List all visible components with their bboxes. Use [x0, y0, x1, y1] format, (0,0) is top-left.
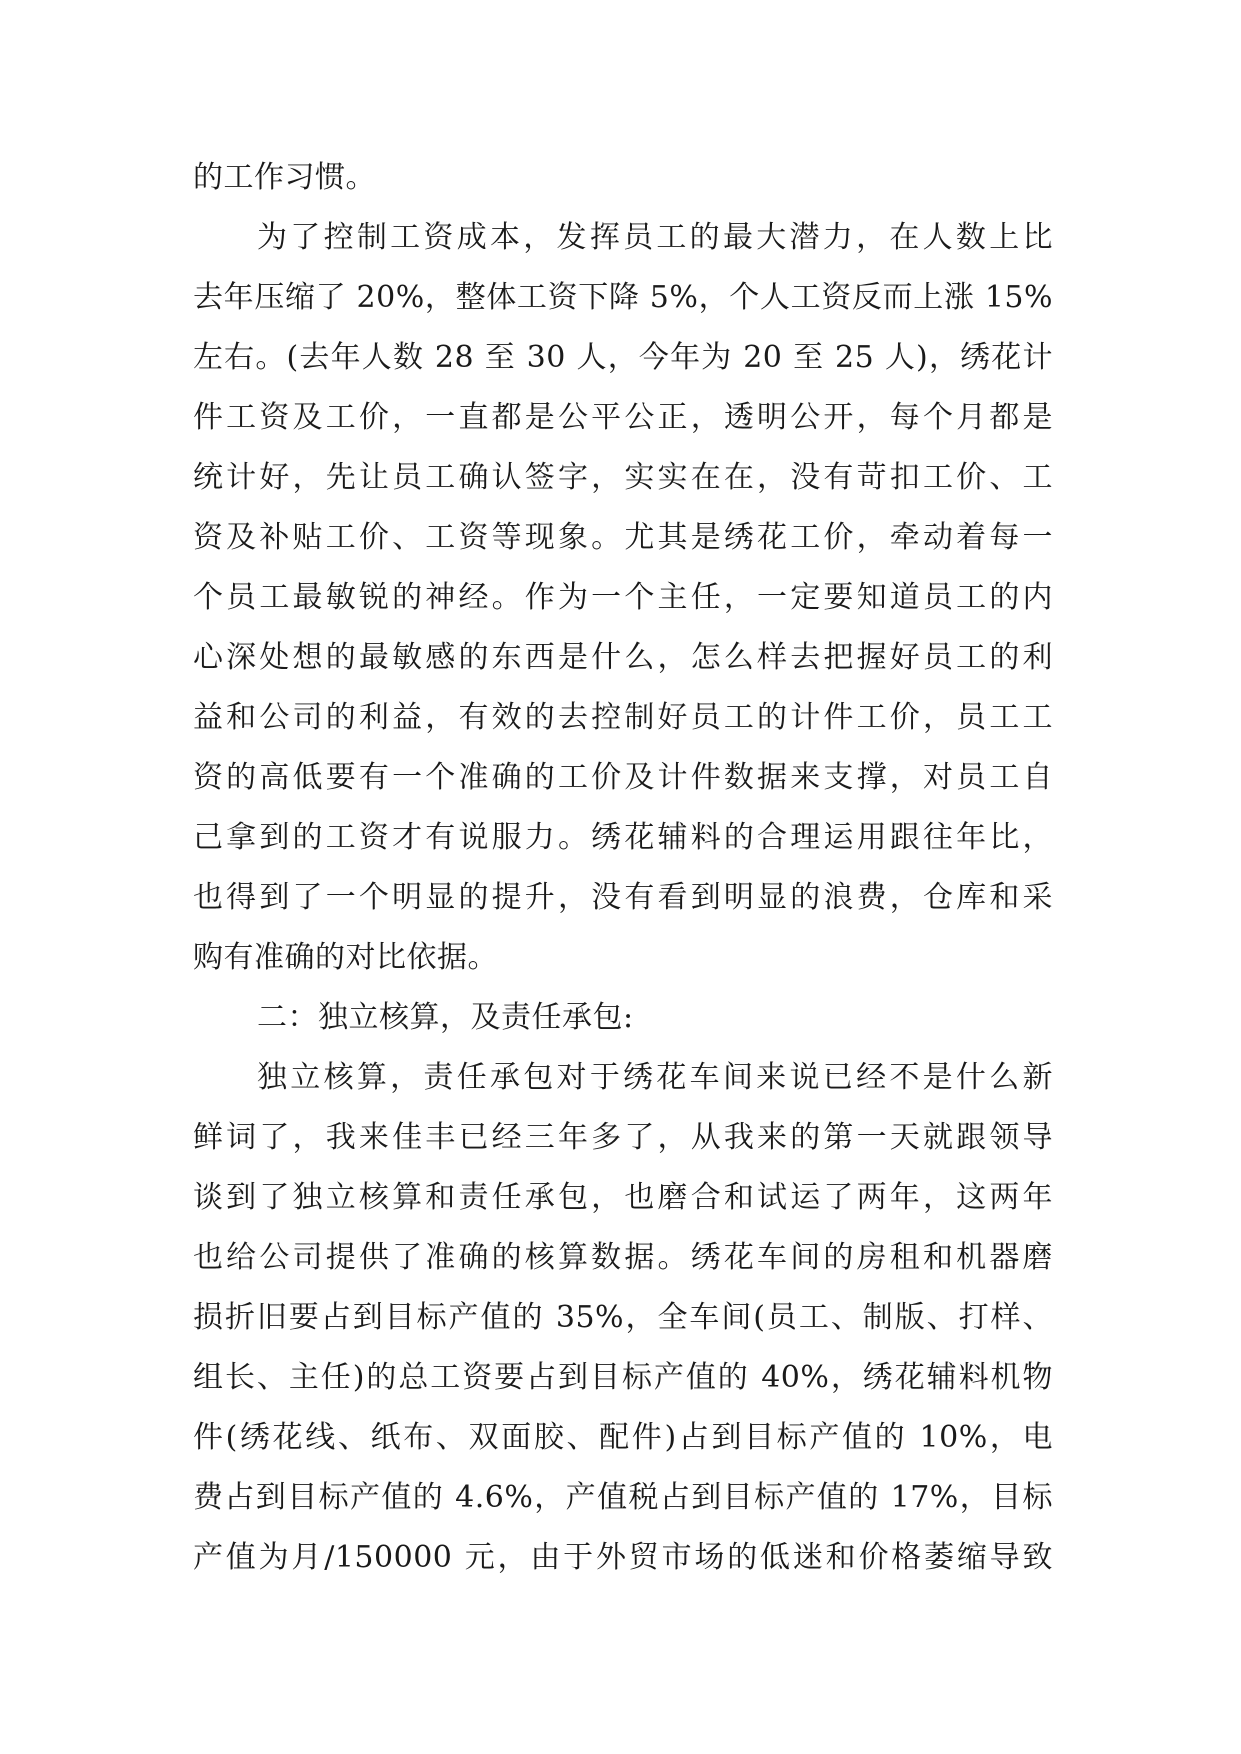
paragraph-first-line: 为了控制工资成本，发挥员工的最大潜力，在人数上比 — [257, 220, 1053, 255]
text-line: 购有准确的对比依据。 — [193, 940, 498, 975]
text-line: 件(绣花线、纸布、双面胶、配件)占到目标产值的 10%，电 — [193, 1420, 1053, 1455]
text-line: 件工资及工价，一直都是公平公正，透明公开，每个月都是 — [193, 400, 1053, 435]
text-line: 个员工最敏锐的神经。作为一个主任，一定要知道员工的内 — [193, 580, 1053, 615]
text-line: 资的高低要有一个准确的工价及计件数据来支撑，对员工自 — [193, 760, 1053, 795]
text-line: 费占到目标产值的 4.6%，产值税占到目标产值的 17%，目标 — [193, 1480, 1053, 1515]
text-line: 益和公司的利益，有效的去控制好员工的计件工价，员工工 — [193, 700, 1053, 735]
text-line: 资及补贴工价、工资等现象。尤其是绣花工价，牵动着每一 — [193, 520, 1053, 555]
text-line: 统计好，先让员工确认签字，实实在在，没有苛扣工价、工 — [193, 460, 1053, 495]
text-line: 也得到了一个明显的提升，没有看到明显的浪费，仓库和采 — [193, 880, 1053, 915]
paragraph-first-line: 独立核算，责任承包对于绣花车间来说已经不是什么新 — [257, 1060, 1053, 1095]
text-line: 产值为月/150000 元，由于外贸市场的低迷和价格萎缩导致 — [193, 1540, 1053, 1575]
text-line: 损折旧要占到目标产值的 35%，全车间(员工、制版、打样、 — [193, 1300, 1053, 1335]
text-line: 去年压缩了 20%，整体工资下降 5%，个人工资反而上涨 15% — [193, 280, 1053, 315]
document-body — [193, 148, 1053, 1588]
text-line: 心深处想的最敏感的东西是什么，怎么样去把握好员工的利 — [193, 640, 1053, 675]
paragraph-first-line: 二：独立核算，及责任承包: — [257, 1000, 634, 1035]
text-line: 左右。(去年人数 28 至 30 人，今年为 20 至 25 人)，绣花计 — [193, 340, 1053, 375]
text-line: 己拿到的工资才有说服力。绣花辅料的合理运用跟往年比， — [193, 820, 1053, 855]
text-line: 组长、主任)的总工资要占到目标产值的 40%，绣花辅料机物 — [193, 1360, 1053, 1395]
text-line: 也给公司提供了准确的核算数据。绣花车间的房租和机器磨 — [193, 1240, 1053, 1275]
text-line: 的工作习惯。 — [193, 160, 376, 195]
text-line: 谈到了独立核算和责任承包，也磨合和试运了两年，这两年 — [193, 1180, 1053, 1215]
text-line: 鲜词了，我来佳丰已经三年多了，从我来的第一天就跟领导 — [193, 1120, 1053, 1155]
